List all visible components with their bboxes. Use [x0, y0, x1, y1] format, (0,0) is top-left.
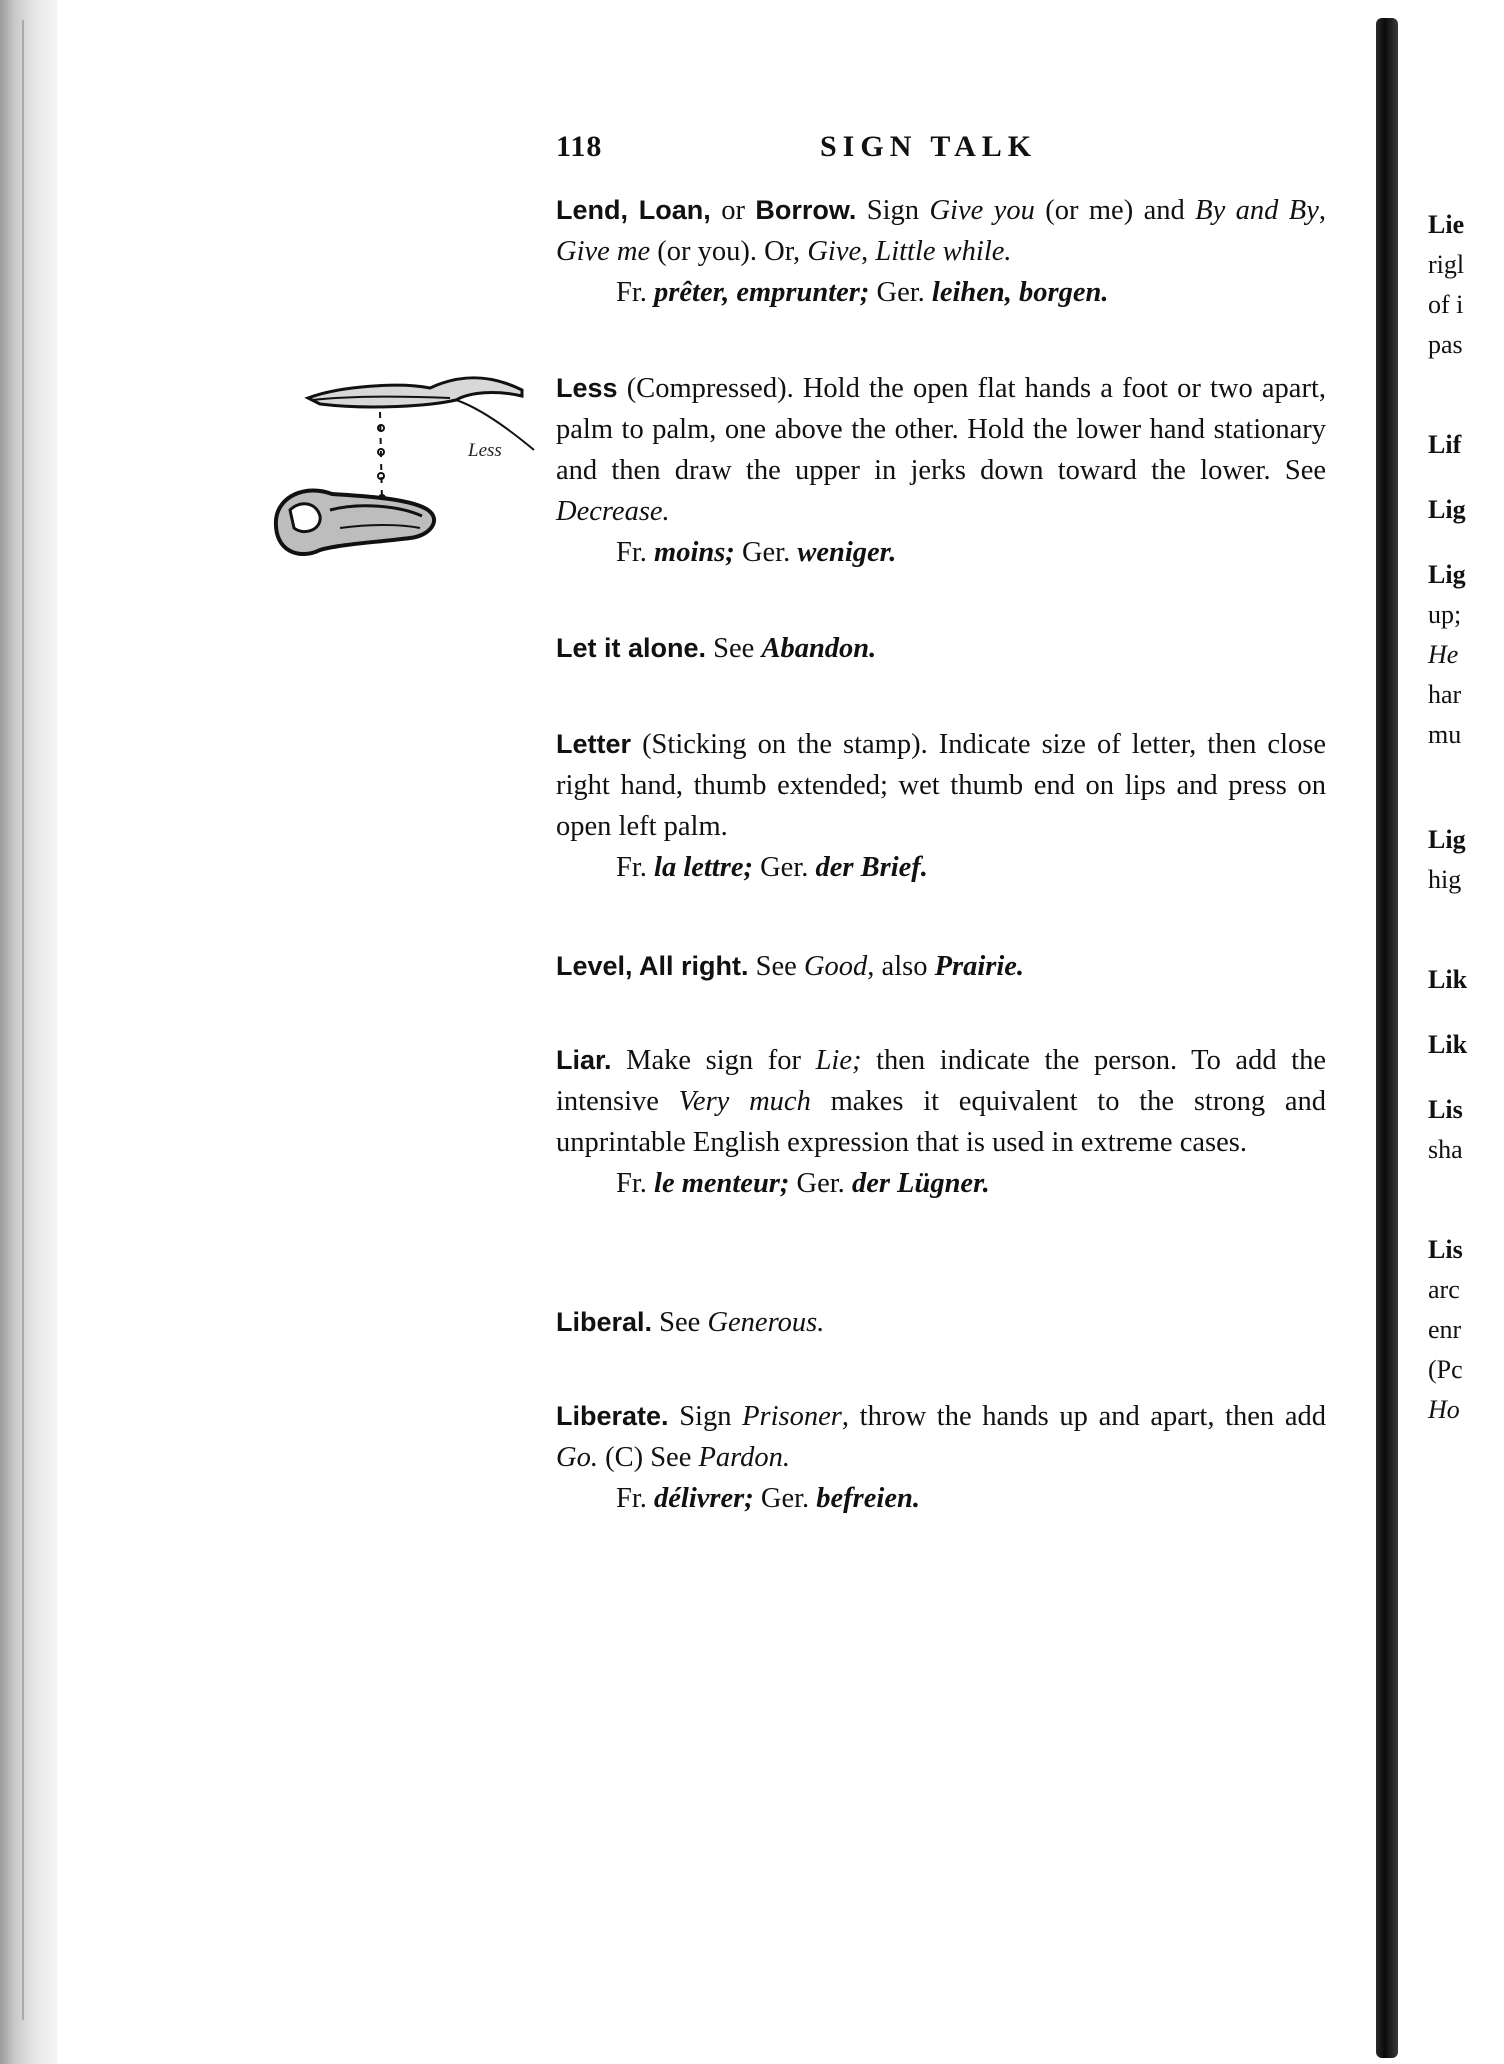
french-label: Fr.: [616, 1483, 655, 1514]
french-label: Fr.: [616, 1168, 655, 1199]
page-number: 118: [556, 130, 603, 163]
facing-page-fragment: enr: [1428, 1315, 1462, 1344]
french-translation: la lettre;: [654, 852, 753, 883]
cross-reference: Good: [803, 951, 868, 982]
german-label: Ger.: [752, 852, 816, 883]
entry-term: Liberal.: [556, 1307, 653, 1337]
facing-page-fragment: har: [1428, 680, 1462, 709]
french-label: Fr.: [616, 277, 655, 308]
facing-page-fragment: Lie: [1428, 210, 1465, 239]
facing-page-fragment: arc: [1428, 1275, 1460, 1304]
french-translation: le menteur;: [654, 1168, 790, 1199]
facing-page-fragment: hig: [1428, 865, 1462, 894]
entry-text: (or you). Or,: [650, 236, 808, 267]
entry-term: Liberate.: [556, 1401, 669, 1431]
entry-level: [556, 946, 1326, 987]
cross-reference: Prairie.: [934, 951, 1025, 982]
translation-line: [556, 1478, 1326, 1519]
entry-term: Liar.: [556, 1045, 612, 1075]
entry-text: (Compressed). Hold the open flat hands a foot or two apart, palm to palm, one above the other. Hold the lower hand stationary and then draw the upper in jerks down toward the lower. See: [556, 373, 1326, 486]
entry-text: (C) See: [597, 1442, 699, 1473]
entry-text: Sign: [856, 195, 930, 226]
german-translation: weniger.: [797, 537, 897, 568]
cross-reference: Generous.: [707, 1307, 825, 1338]
entry-term: Let it alone.: [556, 633, 707, 663]
cross-reference: Decrease.: [556, 496, 670, 527]
entry-liberate: [556, 1396, 1326, 1519]
facing-page-fragment: up;: [1428, 600, 1462, 629]
less-hand-illustration: [260, 360, 560, 580]
cross-reference: Little while.: [875, 236, 1012, 267]
cross-reference: Give: [807, 236, 862, 267]
facing-page-fragment: mu: [1428, 720, 1462, 749]
translation-line: [556, 272, 1326, 313]
entry-term: Borrow.: [755, 195, 857, 225]
facing-page-fragment: Lig: [1428, 495, 1466, 524]
entry-less: [556, 368, 1326, 573]
facing-page-fragment: Lik: [1428, 1030, 1468, 1059]
entry-text: Sign: [668, 1401, 743, 1432]
entry-text: or: [710, 195, 756, 226]
facing-page-fragment: rigl: [1428, 250, 1465, 279]
german-label: Ger.: [789, 1168, 852, 1199]
entry-text: Make sign for: [611, 1045, 816, 1076]
book-gutter: [1376, 18, 1398, 2058]
entry-text: See: [652, 1307, 708, 1338]
german-translation: befreien.: [816, 1483, 920, 1514]
less-hands-drawing: [260, 360, 560, 580]
german-translation: leihen, borgen.: [931, 277, 1109, 308]
german-label: Ger.: [869, 277, 932, 308]
cross-reference: Give you: [929, 195, 1035, 226]
entry-term: Less: [556, 373, 618, 403]
facing-page-fragment: Lis: [1428, 1095, 1463, 1124]
french-translation: délivrer;: [654, 1483, 754, 1514]
cross-reference: Pardon.: [698, 1442, 791, 1473]
facing-page-fragment: Lis: [1428, 1235, 1463, 1264]
french-label: Fr.: [616, 537, 655, 568]
german-label: Ger.: [753, 1483, 817, 1514]
entry-text: , throw the hands up and apart, then add: [841, 1401, 1326, 1432]
french-translation: moins;: [654, 537, 735, 568]
cross-reference: Give me: [556, 236, 651, 267]
entry-term: Lend, Loan,: [556, 195, 711, 225]
entry-text: ,: [1318, 195, 1326, 226]
facing-page-fragment: Lig: [1428, 825, 1466, 854]
facing-page-fragment: Ho: [1428, 1395, 1460, 1424]
cross-reference: Abandon.: [761, 633, 877, 664]
german-translation: der Brief.: [815, 852, 928, 883]
page-header: [556, 130, 1376, 170]
entry-text: (or me) and: [1034, 195, 1196, 226]
french-translation: prêter, emprunter;: [654, 277, 870, 308]
left-page-edge-shading: [0, 0, 58, 2064]
cross-reference: Go.: [556, 1442, 598, 1473]
entry-text: See: [706, 633, 762, 664]
cross-reference: Prisoner: [742, 1401, 842, 1432]
book-spine-line: [22, 20, 24, 2020]
german-translation: der Lügner.: [851, 1168, 990, 1199]
entry-liar: [556, 1040, 1326, 1204]
entry-text: See: [748, 951, 804, 982]
facing-page-edge: [1398, 0, 1504, 2064]
facing-page-fragment: sha: [1428, 1135, 1463, 1164]
entry-text: makes it equivalent to the strong and unprintable English expression that is used in extreme cases.: [556, 1086, 1326, 1158]
cross-reference: Very much: [678, 1086, 811, 1117]
entry-liberal: [556, 1302, 1326, 1343]
entry-text: , also: [867, 951, 935, 982]
entry-text: then indicate the person. To add the intensive: [556, 1045, 1326, 1117]
facing-page-fragment: He: [1428, 640, 1459, 669]
entry-term: Level, All right.: [556, 951, 749, 981]
entry-lend: [556, 190, 1326, 313]
entry-let-it-alone: [556, 628, 1326, 669]
facing-page-fragment: Lig: [1428, 560, 1466, 589]
entry-text: (Sticking on the stamp). Indicate size of letter, then close right hand, thumb extended; wet thumb end on lips and press on open left palm.: [556, 729, 1326, 842]
french-label: Fr.: [616, 852, 655, 883]
facing-page-fragment: Lif: [1428, 430, 1462, 459]
less-figure-caption: Less: [468, 440, 502, 461]
page-title: SIGN TALK: [820, 130, 1038, 163]
translation-line: [556, 532, 1326, 573]
entry-letter: [556, 724, 1326, 888]
german-label: Ger.: [734, 537, 798, 568]
facing-page-fragment: (Pc: [1428, 1355, 1463, 1384]
facing-page-fragment: Lik: [1428, 965, 1468, 994]
translation-line: [556, 847, 1326, 888]
cross-reference: Lie;: [815, 1045, 862, 1076]
entry-text: ,: [861, 236, 876, 267]
facing-page-fragment: pas: [1428, 330, 1463, 359]
translation-line: [556, 1163, 1326, 1204]
facing-page-fragment: of i: [1428, 290, 1464, 319]
cross-reference: By and By: [1195, 195, 1319, 226]
entry-term: Letter: [556, 729, 632, 759]
